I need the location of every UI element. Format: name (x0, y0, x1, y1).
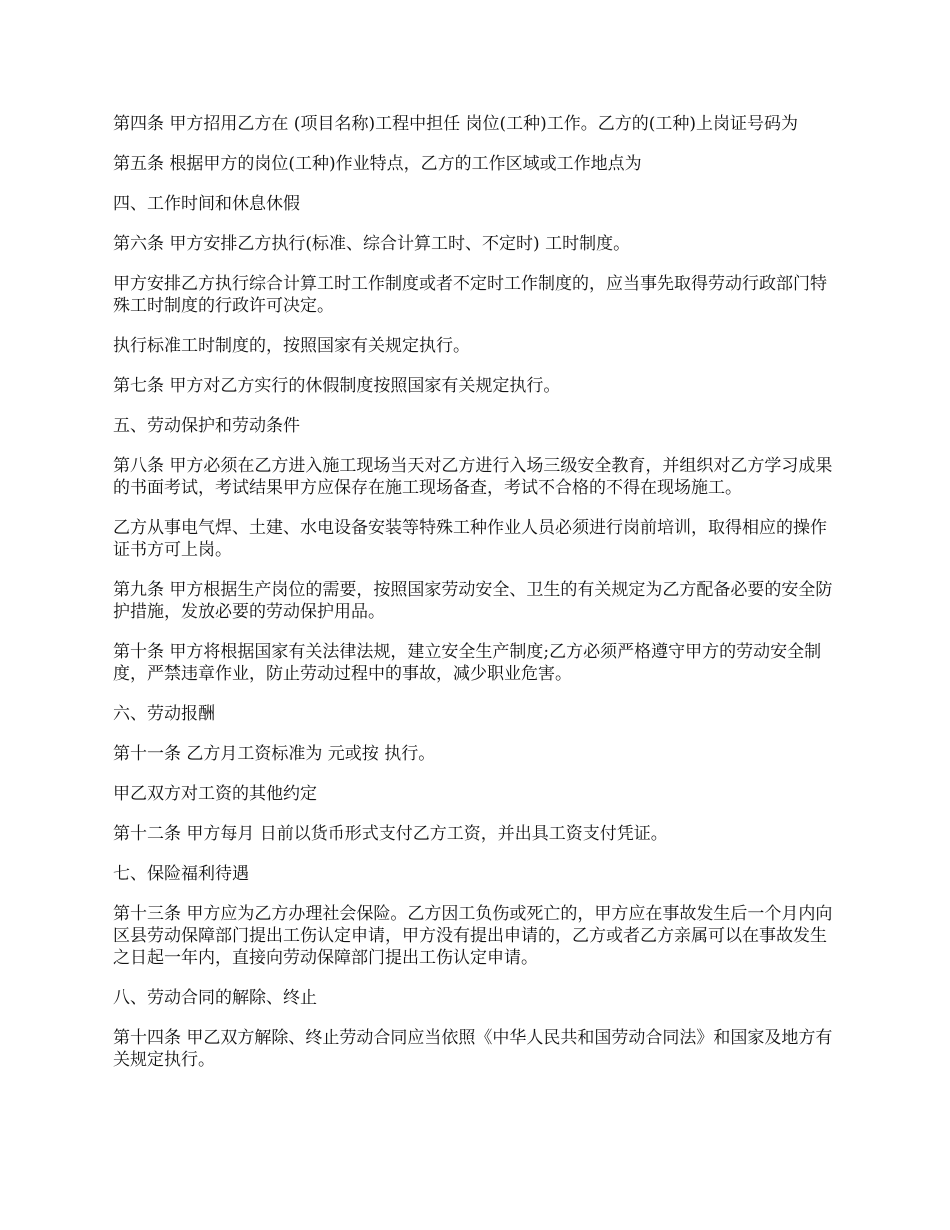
paragraph-article-9: 第九条 甲方根据生产岗位的需要，按照国家劳动安全、卫生的有关规定为乙方配备必要的安全防护措施，发放必要的劳动保护用品。 (113, 580, 833, 622)
section-heading-8: 八、劳动合同的解除、终止 (113, 988, 317, 1008)
paragraph-wage-other: 甲乙双方对工资的其他约定 (113, 784, 317, 804)
paragraph-article-10: 第十条 甲方将根据国家有关法律法规，建立安全生产制度;乙方必须严格遵守甲方的劳动安全制度，严禁违章作业，防止劳动过程中的事故，减少职业危害。 (113, 642, 822, 684)
paragraph-special-trades: 乙方从事电气焊、土建、水电设备安装等特殊工种作业人员必须进行岗前培训，取得相应的操作证书方可上岗。 (113, 518, 827, 560)
document-body (113, 113, 837, 1089)
paragraph-article-5: 第五条 根据甲方的岗位(工种)作业特点，乙方的工作区域或工作地点为 (113, 154, 642, 174)
paragraph-article-12: 第十二条 甲方每月 日前以货币形式支付乙方工资，并出具工资支付凭证。 (113, 824, 668, 844)
paragraph-standard-hours: 执行标准工时制度的，按照国家有关规定执行。 (113, 336, 470, 356)
paragraph-special-hours: 甲方安排乙方执行综合计算工时工作制度或者不定时工作制度的，应当事先取得劳动行政部门特殊工时制度的行政许可决定。 (113, 274, 827, 316)
section-heading-7: 七、保险福利待遇 (113, 864, 249, 884)
section-heading-5: 五、劳动保护和劳动条件 (113, 416, 300, 436)
paragraph-article-14: 第十四条 甲乙双方解除、终止劳动合同应当依照《中华人民共和国劳动合同法》和国家及地方有关规定执行。 (113, 1028, 833, 1070)
paragraph-article-7: 第七条 甲方对乙方实行的休假制度按照国家有关规定执行。 (113, 376, 561, 396)
paragraph-article-4: 第四条 甲方招用乙方在 (项目名称)工程中担任 岗位(工种)工作。乙方的(工种)上岗证号码为 (113, 114, 799, 134)
section-heading-4: 四、工作时间和休息休假 (113, 194, 300, 214)
paragraph-article-8: 第八条 甲方必须在乙方进入施工现场当天对乙方进行入场三级安全教育，并组织对乙方学习成果的书面考试，考试结果甲方应保存在施工现场备查，考试不合格的不得在现场施工。 (113, 456, 833, 498)
section-heading-6: 六、劳动报酬 (113, 704, 215, 724)
paragraph-article-11: 第十一条 乙方月工资标准为 元或按 执行。 (113, 744, 436, 764)
paragraph-article-13: 第十三条 甲方应为乙方办理社会保险。乙方因工负伤或死亡的，甲方应在事故发生后一个月内向区县劳动保障部门提出工伤认定申请，甲方没有提出申请的，乙方或者乙方亲属可以在事故发生之日起一年内，直接向劳动保障部门提出工伤认定申请。 (113, 904, 833, 968)
paragraph-article-6: 第六条 甲方安排乙方执行(标准、综合计算工时、不定时) 工时制度。 (113, 234, 631, 254)
